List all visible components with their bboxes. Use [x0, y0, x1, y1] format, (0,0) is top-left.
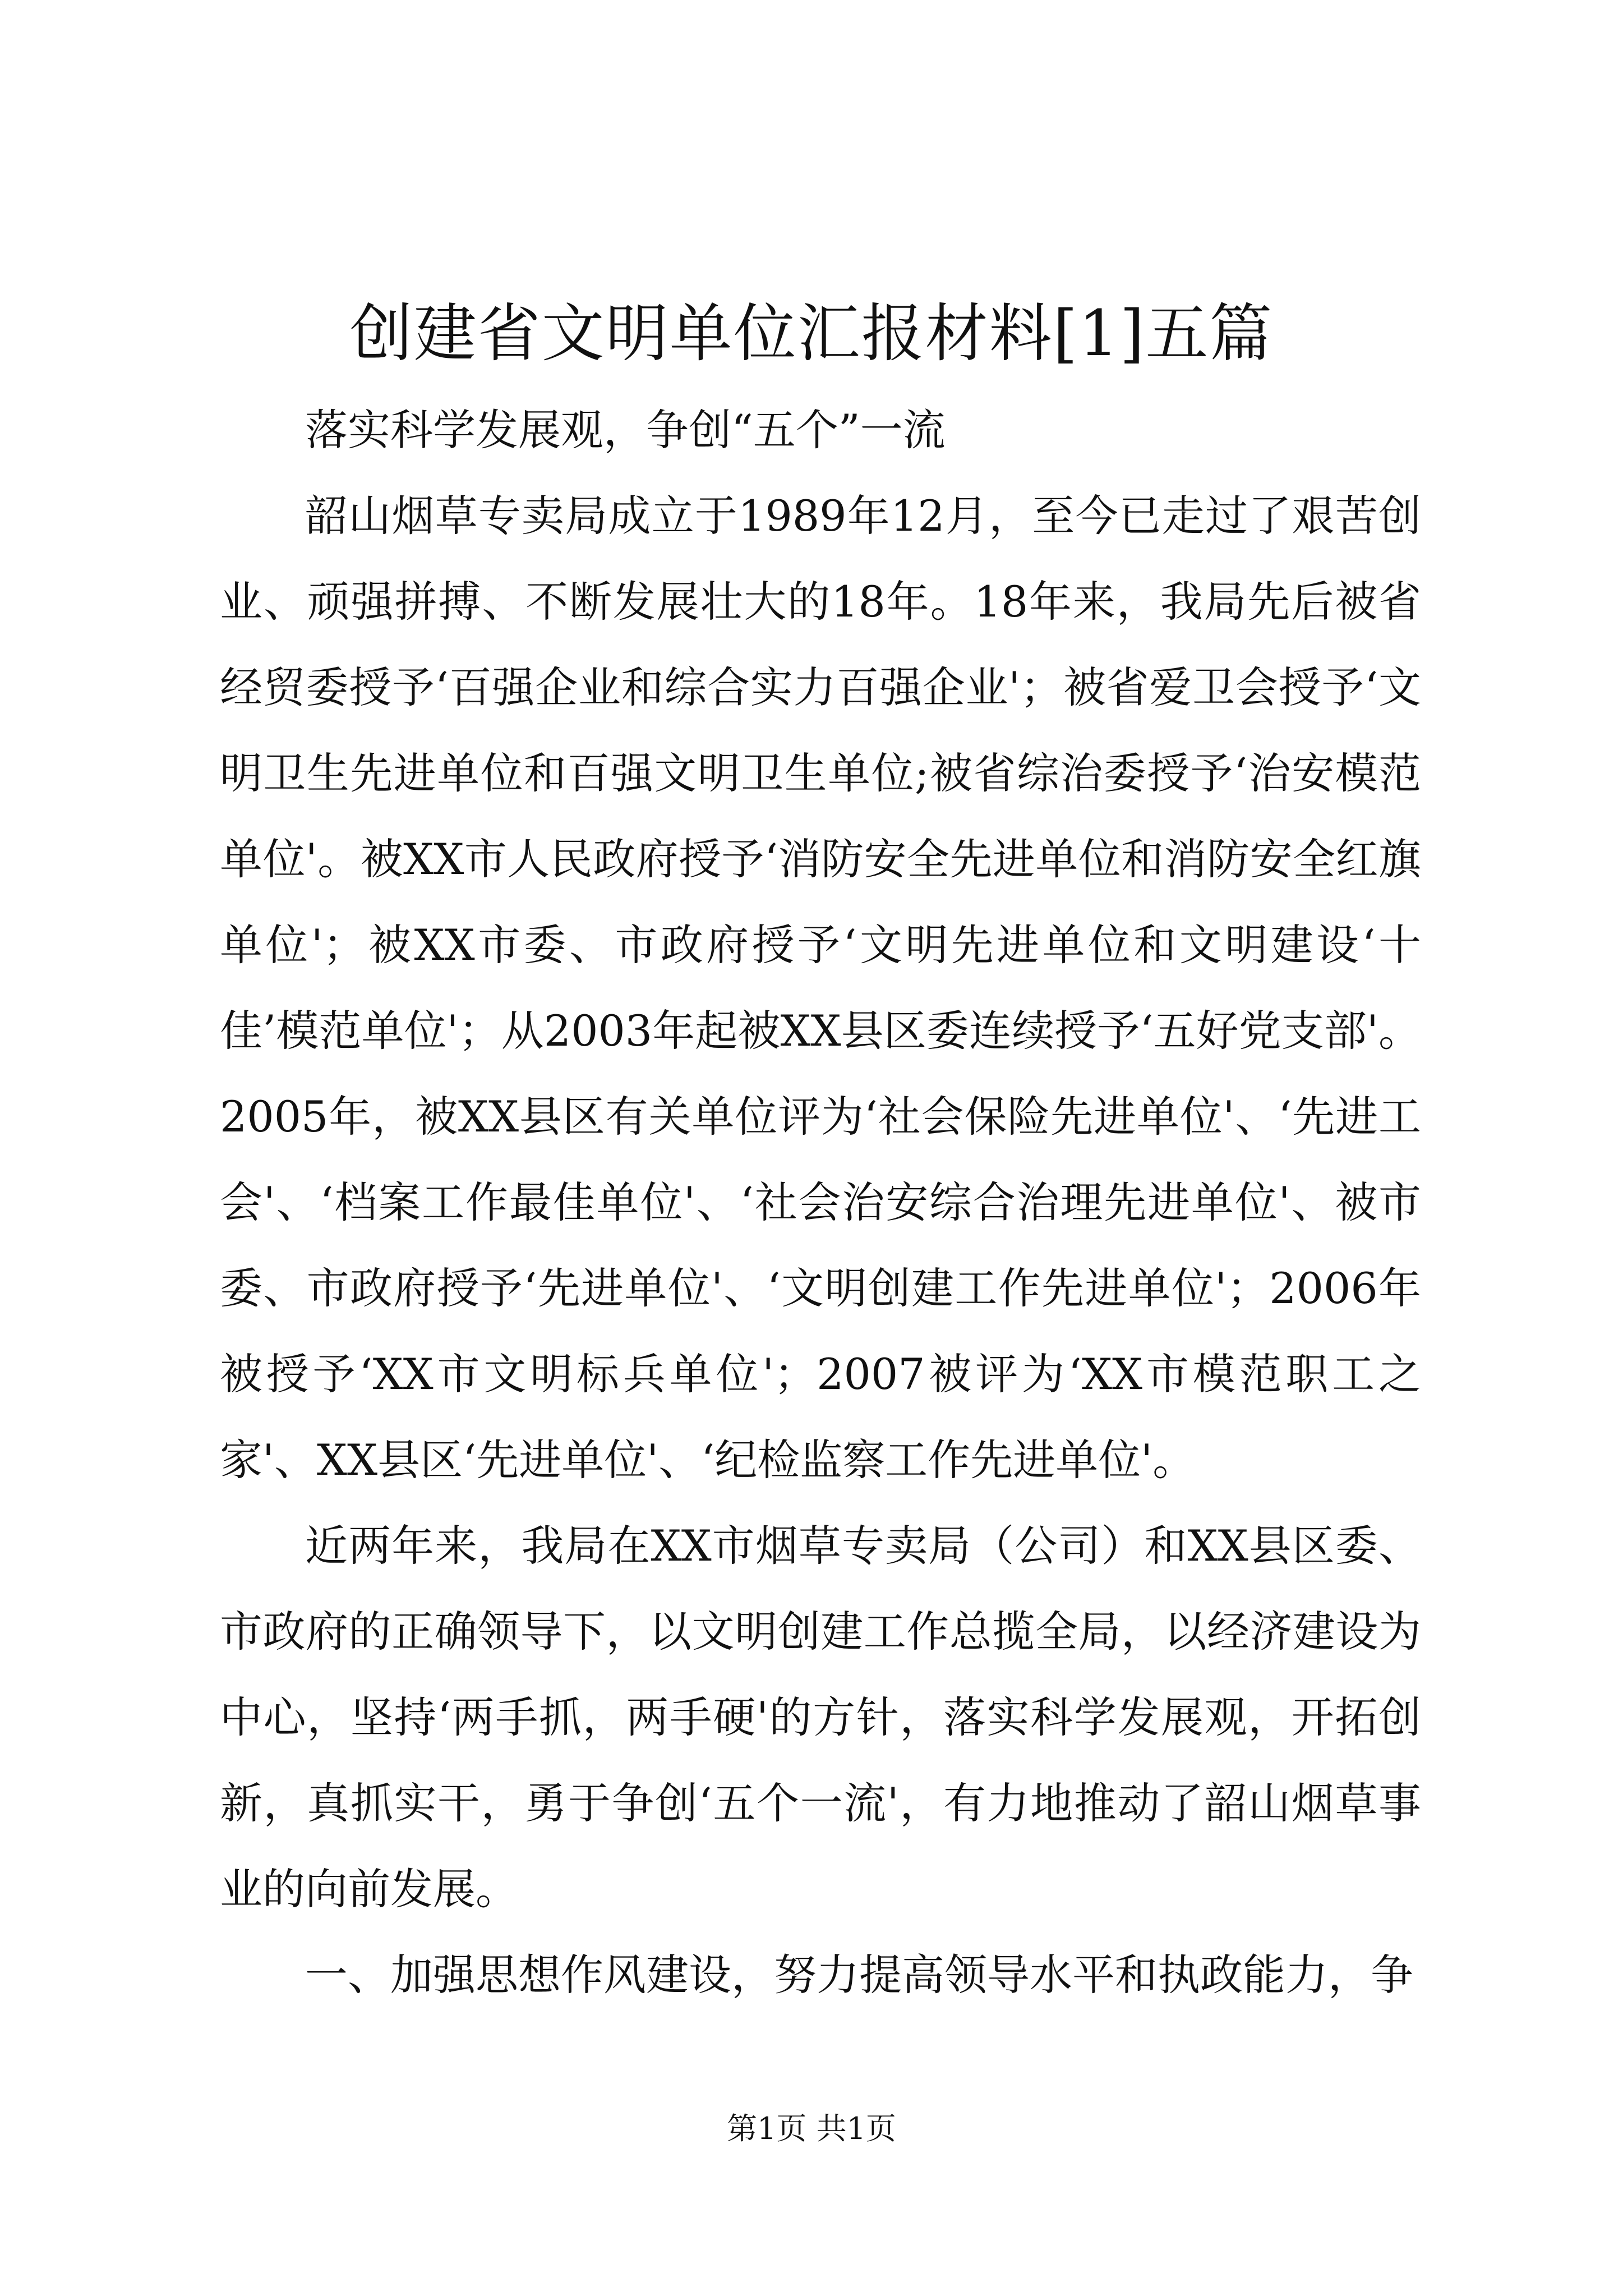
paragraph-history: 韶山烟草专卖局成立于1989年12月，至今已走过了艰苦创业、顽强拼搏、不断发展壮大的18年。18年来，我局先后被省经贸委授予‘百强企业和综合实力百强企业'；被省爱卫会授予‘文明卫生先进单位和百强文明卫生单位;被省综治委授予‘治安模范单位'。被XX市人民政府授予‘消防安全先进单位和消防安全红旗单位'；被XX市委、市政府授予‘文明先进单位和文明建设‘十佳’模范单位'；从2003年起被XX县区委连续授予‘五好党支部'。2005年，被XX县区有关单位评为‘社会保险先进单位'、‘先进工会'、‘档案工作最佳单位'、‘社会治安综合治理先进单位'、被市委、市政府授予‘先进单位'、‘文明创建工作先进单位'；2006年被授予‘XX市文明标兵单位'；2007被评为‘XX市模范职工之家'、XX县区‘先进单位'、‘纪检监察工作先进单位'。 [220, 491, 1421, 1485]
paragraph-recent-years: 近两年来，我局在XX市烟草专卖局（公司）和XX县区委、市政府的正确领导下，以文明创建工作总揽全局，以经济建设为中心，坚持‘两手抓，两手硬'的方针，落实科学发展观，开拓创新，真抓实干，勇于争创‘五个一流'，有力地推动了韶山烟草事业的向前发展。 [220, 1521, 1421, 1914]
document-body [220, 387, 1421, 2018]
paragraph-section-one: 一、加强思想作风建设，努力提高领导水平和执政能力，争 [305, 1950, 1413, 2000]
page-footer: 第1页 共1页 [727, 2111, 896, 2146]
paragraph-subtitle: 落实科学发展观，争创“五个”一流 [305, 405, 946, 455]
document-title: 创建省文明单位汇报材料[1]五篇 [349, 297, 1274, 371]
